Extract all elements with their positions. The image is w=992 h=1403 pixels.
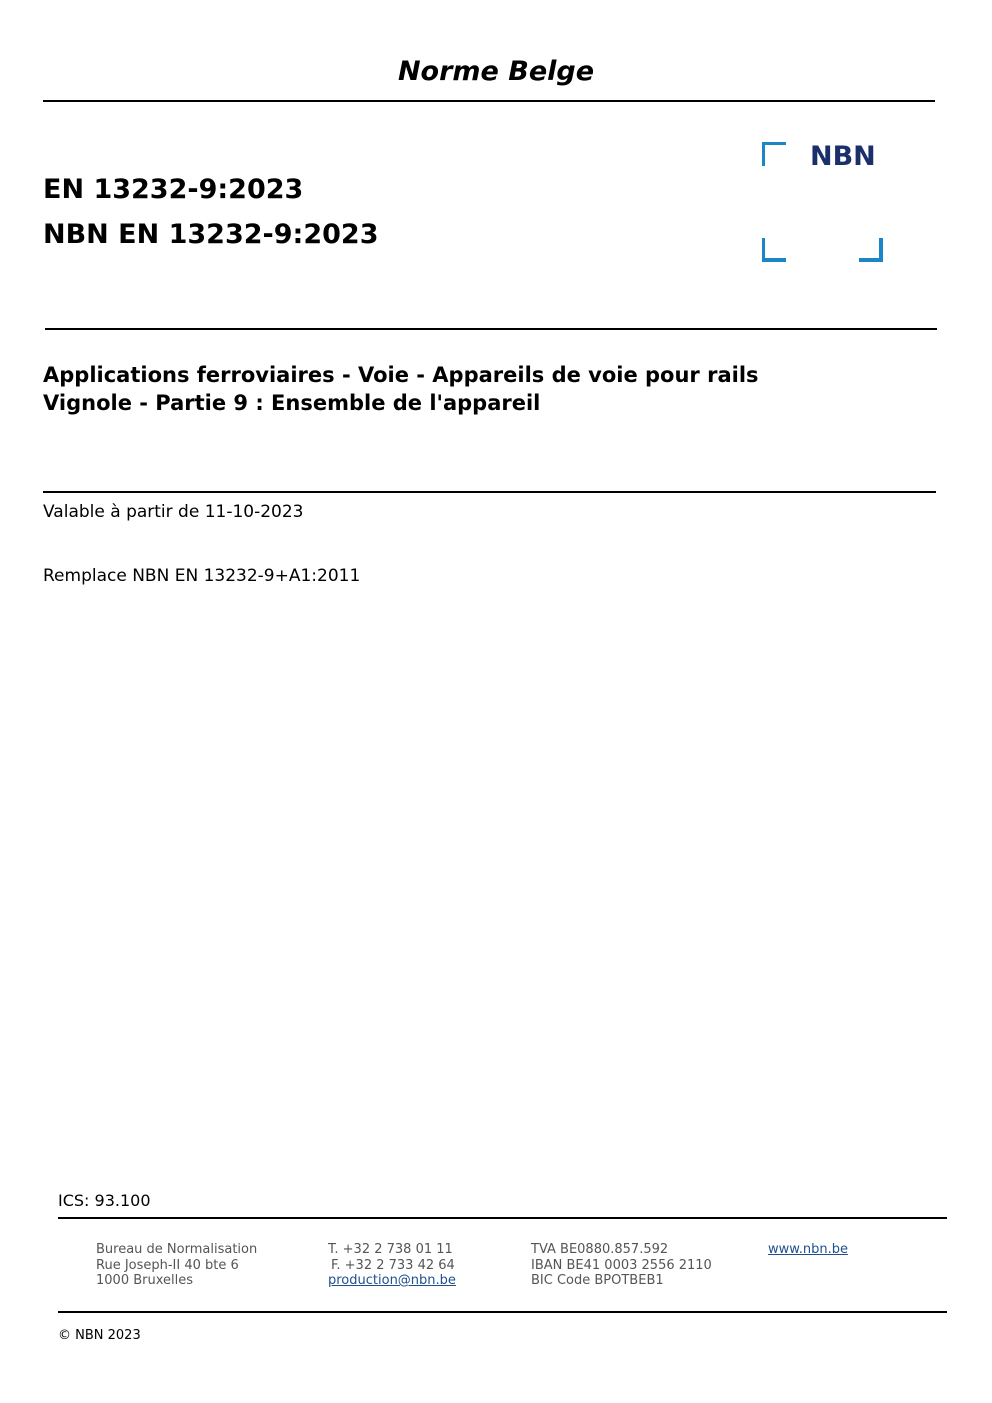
header-divider <box>43 100 935 102</box>
document-title-line-1: Applications ferroviaires - Voie - Appareils de voie pour rails <box>43 363 759 387</box>
footer-address-line: Bureau de Normalisation <box>96 1242 258 1257</box>
footer-fax: F. +32 2 733 42 64 <box>331 1257 455 1273</box>
document-title-line-2: Vignole - Partie 9 : Ensemble de l'appareil <box>43 391 541 415</box>
title-divider-top <box>45 328 937 330</box>
title-divider-bottom <box>43 491 936 493</box>
nbn-logo <box>762 142 884 262</box>
standard-code-nbn: NBN EN 13232-9:2023 <box>43 219 379 250</box>
logo-corner-bottom-right <box>859 238 881 260</box>
logo-corner-top-left <box>763 143 786 166</box>
footer-iban: IBAN BE41 0003 2556 2110 <box>531 1257 712 1273</box>
footer-email-link[interactable]: production@nbn.be <box>328 1273 456 1288</box>
footer-address-line: Rue Joseph-II 40 bte 6 <box>96 1257 239 1273</box>
footer-website-link[interactable]: www.nbn.be <box>768 1242 848 1257</box>
footer-web <box>768 1242 848 1258</box>
replaces-standard: Remplace NBN EN 13232-9+A1:2011 <box>43 566 361 586</box>
footer-divider-bottom <box>58 1311 947 1313</box>
footer-contact <box>328 1242 456 1289</box>
standard-code-en: EN 13232-9:2023 <box>43 174 304 205</box>
logo-corner-bottom-left <box>763 238 786 260</box>
footer-divider-top <box>58 1217 947 1219</box>
copyright: © NBN 2023 <box>58 1328 141 1343</box>
footer-address-line: 1000 Bruxelles <box>96 1273 194 1288</box>
validity-date: Valable à partir de 11-10-2023 <box>43 502 304 522</box>
document-title <box>43 361 759 417</box>
footer-bic: BIC Code BPOTBEB1 <box>531 1273 664 1288</box>
ics-code: ICS: 93.100 <box>58 1191 151 1210</box>
footer-vat: TVA BE0880.857.592 <box>531 1242 669 1257</box>
header-title: Norme Belge <box>397 56 595 87</box>
footer-address <box>96 1242 257 1289</box>
logo-text: NBN <box>810 142 876 172</box>
footer-phone: T. +32 2 738 01 11 <box>328 1242 453 1257</box>
footer-banking <box>531 1242 712 1289</box>
